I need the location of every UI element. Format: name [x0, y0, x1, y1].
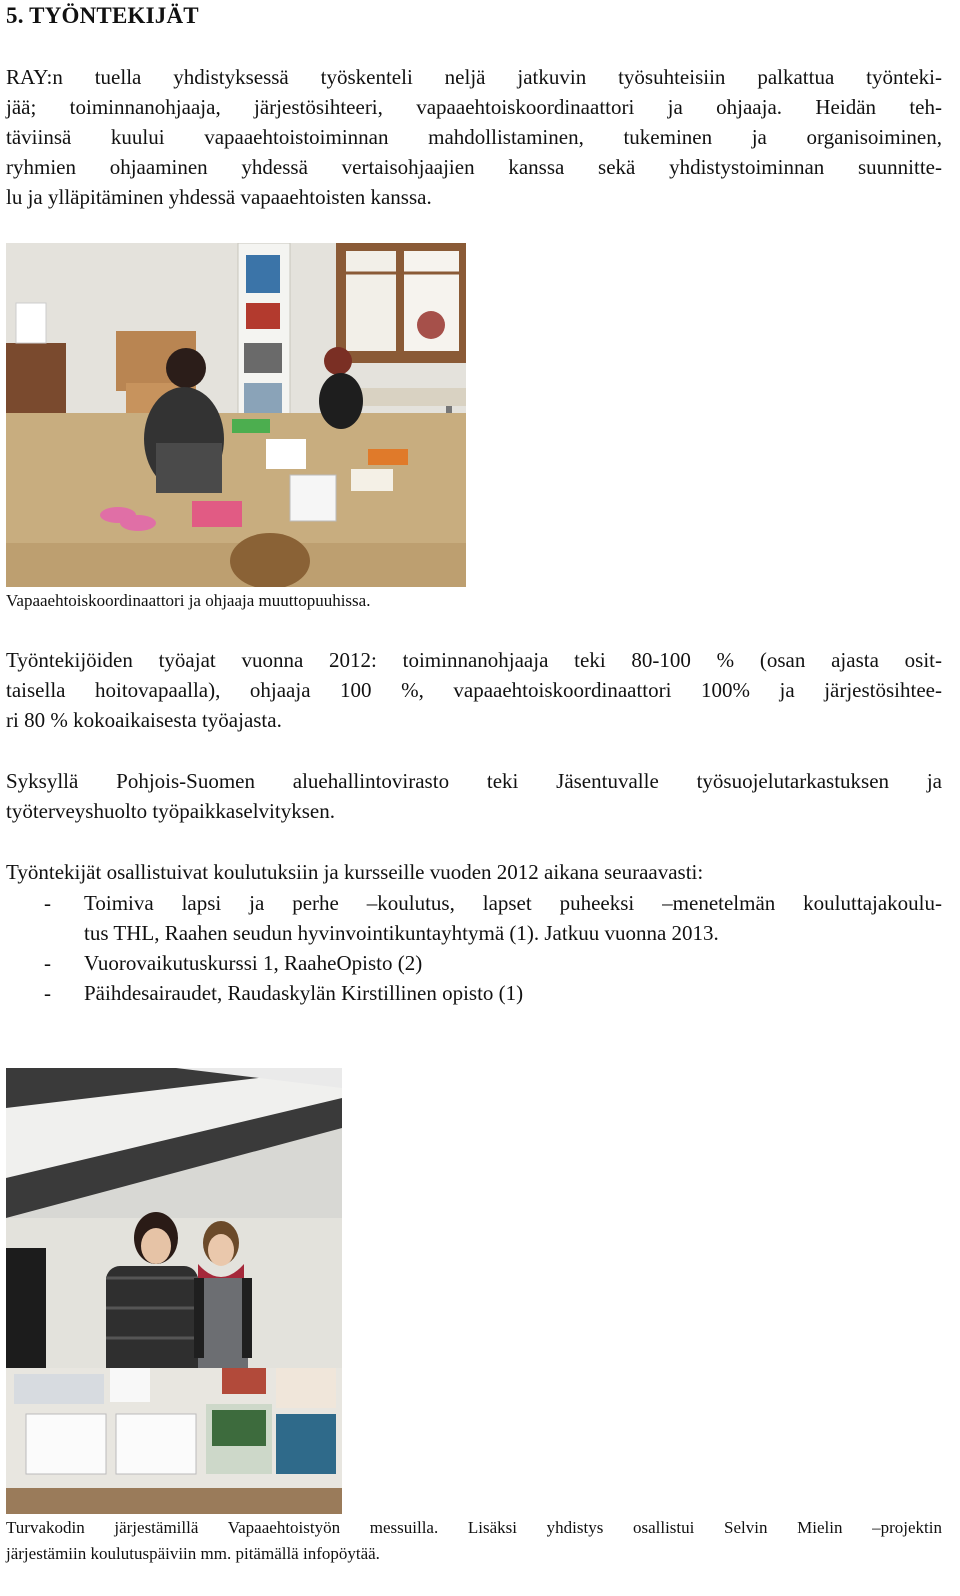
list-item-line: Päihdesairaudet, Raudaskylän Kirstillinen opisto (1) — [84, 981, 524, 1005]
caption-line: Vapaaehtoiskoordinaattori ja ohjaaja muuttopuuhissa. — [6, 591, 371, 610]
list-item-line: tus THL, Raahen seudun hyvinvointikuntayhtymä (1). Jatkuu vuonna 2013. — [84, 921, 719, 945]
intro-line: lu ja ylläpitäminen yhdessä vapaaehtoisten kanssa. — [6, 185, 432, 209]
worktime-line: ri 80 % kokoaikaisesta työajasta. — [6, 708, 282, 732]
inspection-line: Syksyllä Pohjois-Suomen aluehallintovirasto teki Jäsentuvalle työsuojelutarkastuksen ja — [6, 769, 942, 793]
office-moving-illustration — [6, 243, 466, 587]
photo2-caption — [6, 1515, 942, 1567]
office-moving-photo — [6, 243, 466, 587]
caption-line: Turvakodin järjestämillä Vapaaehtoistyön messuilla. Lisäksi yhdistys osallistui Selvin Mielin –projektin — [6, 1518, 942, 1537]
list-dash: - — [44, 951, 51, 975]
intro-line: jää; toiminnanohjaaja, järjestösihteeri, vapaaehtoiskoordinaattori ja ohjaaja. Heidän teh- — [6, 95, 942, 119]
worktime-line: taisella hoitovapaalla), ohjaaja 100 %, vapaaehtoiskoordinaattori 100% ja järjestösihtee- — [6, 678, 942, 702]
list-item — [6, 888, 942, 948]
training-intro-line: Työntekijät osallistuivat koulutuksiin ja kursseille vuoden 2012 aikana seuraavasti: — [6, 860, 704, 884]
list-dash: - — [44, 891, 51, 915]
list-item-line: Toimiva lapsi ja perhe –koulutus, lapset puheeksi –menetelmän kouluttajakoulu- — [84, 891, 942, 915]
worktime-paragraph — [6, 645, 942, 735]
list-item — [6, 978, 942, 1008]
caption-line: järjestämiin koulutuspäiviin mm. pitämällä infopöytää. — [6, 1544, 380, 1563]
intro-paragraph — [6, 62, 942, 212]
intro-line: RAY:n tuella yhdistyksessä työskenteli neljä jatkuvin työsuhteisiin palkattua työnteki- — [6, 65, 942, 89]
inspection-line: työterveyshuolto työpaikkaselvityksen. — [6, 799, 335, 823]
volunteer-fair-illustration — [6, 1068, 342, 1514]
training-list — [6, 888, 942, 1008]
intro-line: täviinsä kuului vapaaehtoistoiminnan mahdollistaminen, tukeminen ja organisoiminen, — [6, 125, 942, 149]
volunteer-fair-photo — [6, 1068, 342, 1514]
list-item — [6, 948, 942, 978]
photo1-caption — [6, 588, 370, 614]
list-item-line: Vuorovaikutuskurssi 1, RaaheOpisto (2) — [84, 951, 423, 975]
list-dash: - — [44, 981, 51, 1005]
intro-line: ryhmien ohjaaminen yhdessä vertaisohjaajien kanssa sekä yhdistystoiminnan suunnitte- — [6, 155, 942, 179]
inspection-paragraph — [6, 766, 942, 826]
training-intro — [6, 857, 942, 887]
section-heading: 5. TYÖNTEKIJÄT — [6, 3, 199, 28]
worktime-line: Työntekijöiden työajat vuonna 2012: toiminnanohjaaja teki 80-100 % (osan ajasta osit- — [6, 648, 942, 672]
